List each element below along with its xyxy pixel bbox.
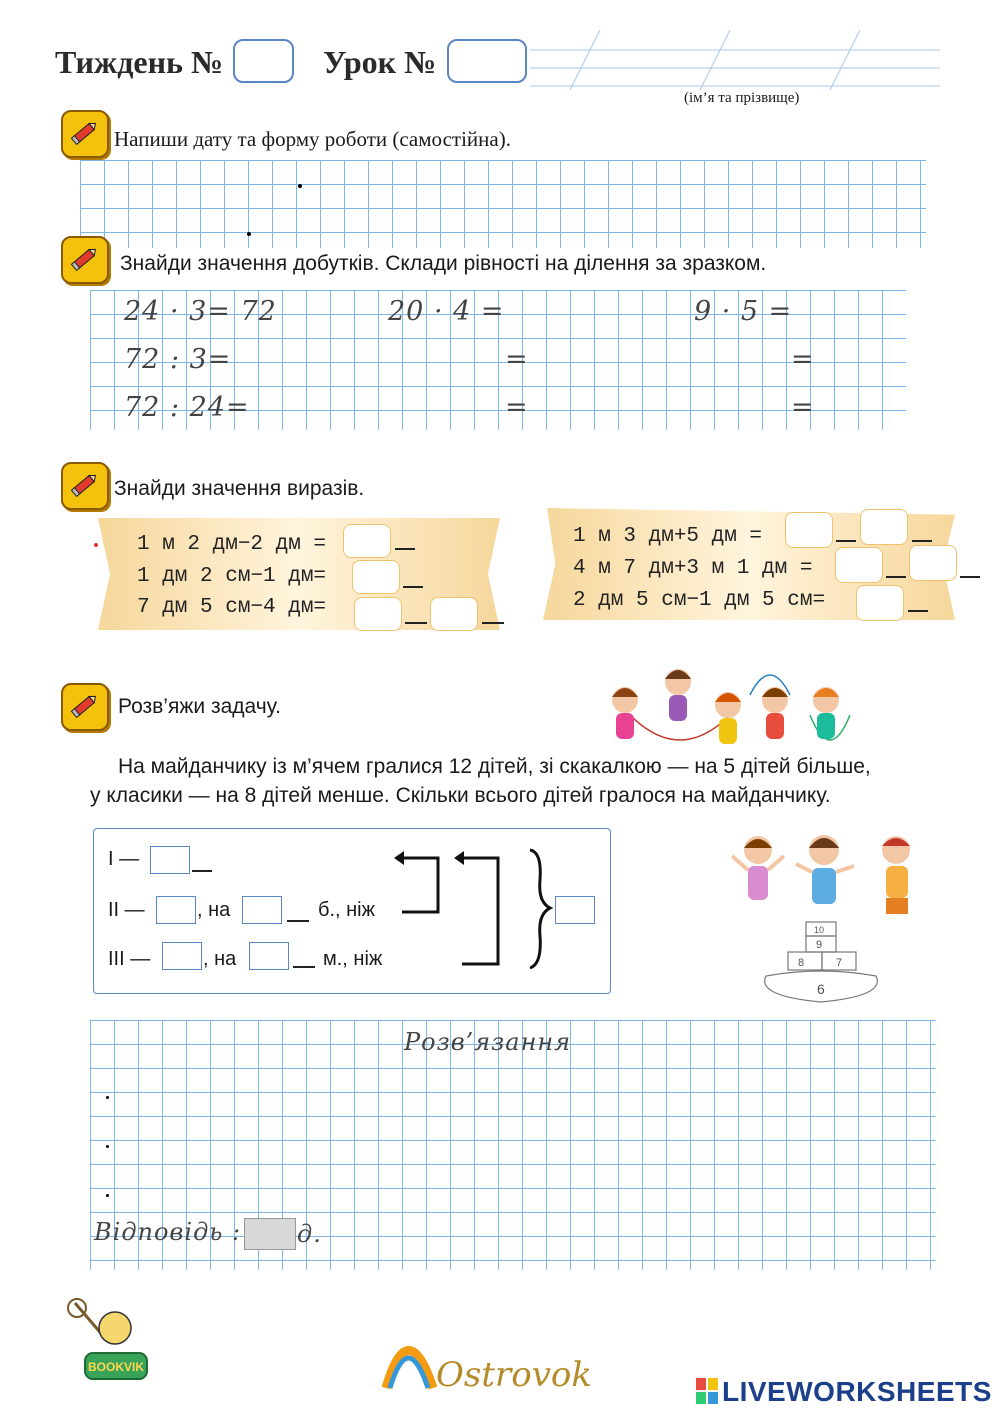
name-caption: (ім’я та прізвище) xyxy=(684,90,800,106)
expression-r2: 4 м 7 дм+3 м 1 дм = xyxy=(573,557,813,580)
equals-sign: = xyxy=(791,392,815,423)
unit-blank xyxy=(405,622,427,624)
unit-blank xyxy=(482,622,504,624)
schema-row2-more: б., ніж xyxy=(318,899,375,921)
week-label: Тиждень № xyxy=(55,44,224,80)
total-answer-input[interactable] xyxy=(555,896,595,924)
answer-input[interactable] xyxy=(860,509,908,545)
unit-blank xyxy=(192,870,212,872)
unit-blank xyxy=(403,586,423,588)
schema-input[interactable] xyxy=(156,896,196,924)
hopscotch-number: 8 xyxy=(798,957,805,969)
schema-row2-na: , на xyxy=(197,899,231,921)
unit-blank xyxy=(960,576,980,578)
schema-row3-less: м., ніж xyxy=(323,948,383,970)
answer-input[interactable] xyxy=(354,597,402,631)
hopscotch-kids-illustration xyxy=(726,826,926,1006)
schema-input[interactable] xyxy=(162,942,202,970)
lesson-number-input[interactable] xyxy=(447,39,527,83)
task1-grid[interactable] xyxy=(80,160,926,248)
week-number-input[interactable] xyxy=(233,39,294,83)
equals-sign: = xyxy=(505,392,529,423)
example-division-2: 72 : 24= xyxy=(124,392,250,423)
lesson-label: Урок № xyxy=(323,44,437,80)
example-multiplication: 24 · 3= 72 xyxy=(124,296,277,327)
answer-input[interactable] xyxy=(430,597,478,631)
liveworksheets-brand[interactable]: LIVEWORKSHEETS xyxy=(722,1376,992,1407)
pencil-icon xyxy=(61,462,109,510)
dot xyxy=(106,1194,109,1197)
unit-blank xyxy=(912,540,932,542)
answer-input[interactable] xyxy=(785,512,833,548)
expression-l3: 7 дм 5 см−4 дм= xyxy=(137,596,327,619)
comparison-arrows xyxy=(390,840,560,975)
unit-blank xyxy=(293,966,315,968)
dot xyxy=(247,232,251,236)
multiplication-2: 20 · 4 = xyxy=(388,296,505,327)
unit-blank xyxy=(908,610,928,612)
schema-row1-label: I — xyxy=(108,848,140,870)
schema-input[interactable] xyxy=(242,896,282,924)
kids-jump-rope-illustration xyxy=(600,655,860,755)
answer-input[interactable] xyxy=(856,585,904,621)
pencil-icon xyxy=(61,110,109,158)
pencil-icon xyxy=(61,236,109,284)
hopscotch-number: 10 xyxy=(814,925,825,935)
bookvik-text: BOOKVIK xyxy=(87,1360,145,1374)
answer-unit: д. xyxy=(297,1220,322,1248)
schema-input[interactable] xyxy=(249,942,289,970)
dot xyxy=(106,1096,109,1099)
answer-label: Відповідь : xyxy=(94,1218,242,1246)
expression-l1: 1 м 2 дм−2 дм = xyxy=(137,533,327,556)
unit-blank xyxy=(395,548,415,550)
task2-instruction: Знайди значення добутків. Склади рівності на ділення за зразком. xyxy=(120,252,767,275)
bookvik-logo xyxy=(65,1298,160,1393)
ostrovok-logo xyxy=(378,1308,608,1393)
unit-blank xyxy=(836,540,856,542)
answer-input[interactable] xyxy=(909,545,957,581)
solution-title: Розв’язання xyxy=(404,1028,572,1056)
expression-r1: 1 м 3 дм+5 дм = xyxy=(573,525,763,548)
problem-text-line1: На майданчику із м’ячем гралися 12 дітей, зі скакалкою — на 5 дітей більше, xyxy=(118,755,871,778)
answer-input[interactable] xyxy=(352,560,400,594)
unit-blank xyxy=(287,920,309,922)
dot xyxy=(298,184,302,188)
example-division-1: 72 : 3= xyxy=(124,344,232,375)
final-answer-input[interactable] xyxy=(244,1218,296,1250)
schema-input[interactable] xyxy=(150,846,190,874)
task1-instruction: Напиши дату та форму роботи (самостійна). xyxy=(114,127,511,151)
schema-row3-label: III — xyxy=(108,948,151,970)
expression-l2: 1 дм 2 см−1 дм= xyxy=(137,565,327,588)
multiplication-3: 9 · 5 = xyxy=(694,296,793,327)
ostrovok-text: Ostrovok xyxy=(436,1355,592,1393)
answer-input[interactable] xyxy=(835,547,883,583)
unit-blank xyxy=(886,576,906,578)
hopscotch-number: 6 xyxy=(817,981,825,997)
hopscotch-number: 7 xyxy=(836,957,843,969)
liveworksheets-icon xyxy=(696,1378,718,1404)
hopscotch-number: 9 xyxy=(816,939,823,951)
equals-sign: = xyxy=(791,344,815,375)
equals-sign: = xyxy=(505,344,529,375)
task3-instruction: Знайди значення виразів. xyxy=(114,477,365,500)
answer-input[interactable] xyxy=(343,524,391,558)
schema-row3-na: , на xyxy=(203,948,237,970)
name-writing-lines[interactable] xyxy=(530,30,940,90)
schema-row2-label: II — xyxy=(108,899,145,921)
dot xyxy=(106,1145,109,1148)
expression-r3: 2 дм 5 см−1 дм 5 см= xyxy=(573,589,826,612)
dot xyxy=(94,543,98,547)
problem-text-line2: у класики — на 8 дітей менше. Скільки всього дітей гралося на майданчику. xyxy=(90,784,831,807)
task4-instruction: Розв’яжи задачу. xyxy=(118,695,281,718)
pencil-icon xyxy=(61,683,109,731)
